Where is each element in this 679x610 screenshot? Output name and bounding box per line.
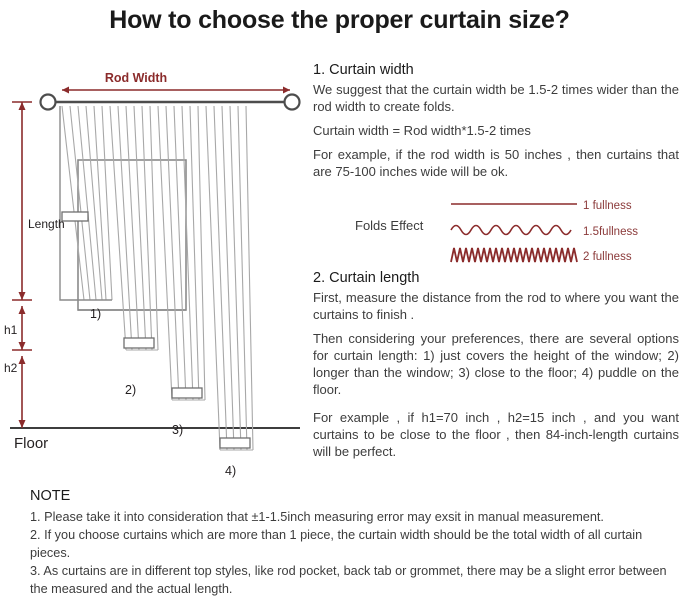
callout-1: 1) — [90, 307, 102, 321]
callout-3: 3) — [172, 423, 184, 437]
curtain-diagram — [0, 50, 310, 490]
note-title: NOTE — [30, 488, 71, 504]
h2-label: h2 — [4, 361, 18, 375]
curtain-panel-4 — [206, 106, 253, 450]
tieback-2 — [124, 338, 154, 348]
section-1-example: For example, if the rod width is 50 inches , then curtains that are 75-100 inches wide will be ok. — [313, 147, 679, 179]
section-2-heading: 2. Curtain length — [313, 270, 420, 286]
length-measure — [12, 102, 32, 300]
note-line-3: 3. As curtains are in different top styles, like rod pocket, back tab or grommet, there may be a slight error between the measured and the actual length. — [30, 564, 667, 596]
h2-measure — [19, 356, 26, 428]
fold-caption-3: 2 fullness — [583, 251, 632, 263]
tieback-3 — [172, 388, 202, 398]
rod-finial-left — [41, 95, 56, 110]
section-2-paragraph-1: First, measure the distance from the rod to where you want the curtains to finish . — [313, 290, 679, 322]
folds-effect-svg — [449, 190, 579, 264]
note-block — [30, 488, 670, 598]
curtain-panel-2 — [110, 106, 158, 350]
section-1-paragraph-1: We suggest that the curtain width be 1.5-2 times wider than the rod width to create folds. — [313, 82, 679, 114]
right-content-column — [313, 62, 679, 460]
curtain-panel-3 — [158, 106, 205, 400]
fold-caption-1: 1 fullness — [583, 200, 632, 212]
page-title: How to choose the proper curtain size? — [109, 6, 570, 34]
callout-4: 4) — [225, 464, 237, 478]
curtain-panel-1 — [60, 106, 112, 300]
h1-label: h1 — [4, 323, 18, 337]
rod-width-label: Rod Width — [104, 71, 168, 85]
rod-width-measure — [62, 87, 290, 94]
floor-label: Floor — [14, 435, 49, 452]
section-2-example: For example , if h1=70 inch , h2=15 inch , and you want curtains to be close to the floor , then 84-inch-length curtains will be perfect. — [313, 410, 679, 459]
rod-finial-right — [285, 95, 300, 110]
note-line-2: 2. If you choose curtains which are more than 1 piece, the curtain width should be the total width of all curtain pieces. — [30, 528, 643, 560]
length-label: Length — [28, 217, 65, 231]
note-line-1: 1. Please take it into consideration that ±1-1.5inch measuring error may exsit in manual measurement. — [30, 510, 604, 524]
fold-line-2-fullness — [451, 248, 577, 262]
section-2-paragraph-2: Then considering your preferences, there are several options for curtain length: 1) just covers the height of the window; 2) longer than the window; 3) close to the floor; 4) puddle on the floor. — [313, 331, 679, 397]
tieback-1 — [62, 212, 88, 221]
fold-line-1-5-fullness — [451, 226, 571, 235]
fold-caption-2: 1.5fullness — [583, 226, 638, 238]
folds-effect-label: Folds Effect — [355, 218, 424, 233]
tieback-4 — [220, 438, 250, 448]
folds-effect-block — [313, 190, 679, 264]
curtain-diagram-svg — [0, 50, 310, 490]
section-1-heading: 1. Curtain width — [313, 62, 414, 78]
section-1-formula: Curtain width = Rod width*1.5-2 times — [313, 123, 531, 138]
callout-2: 2) — [125, 383, 137, 397]
